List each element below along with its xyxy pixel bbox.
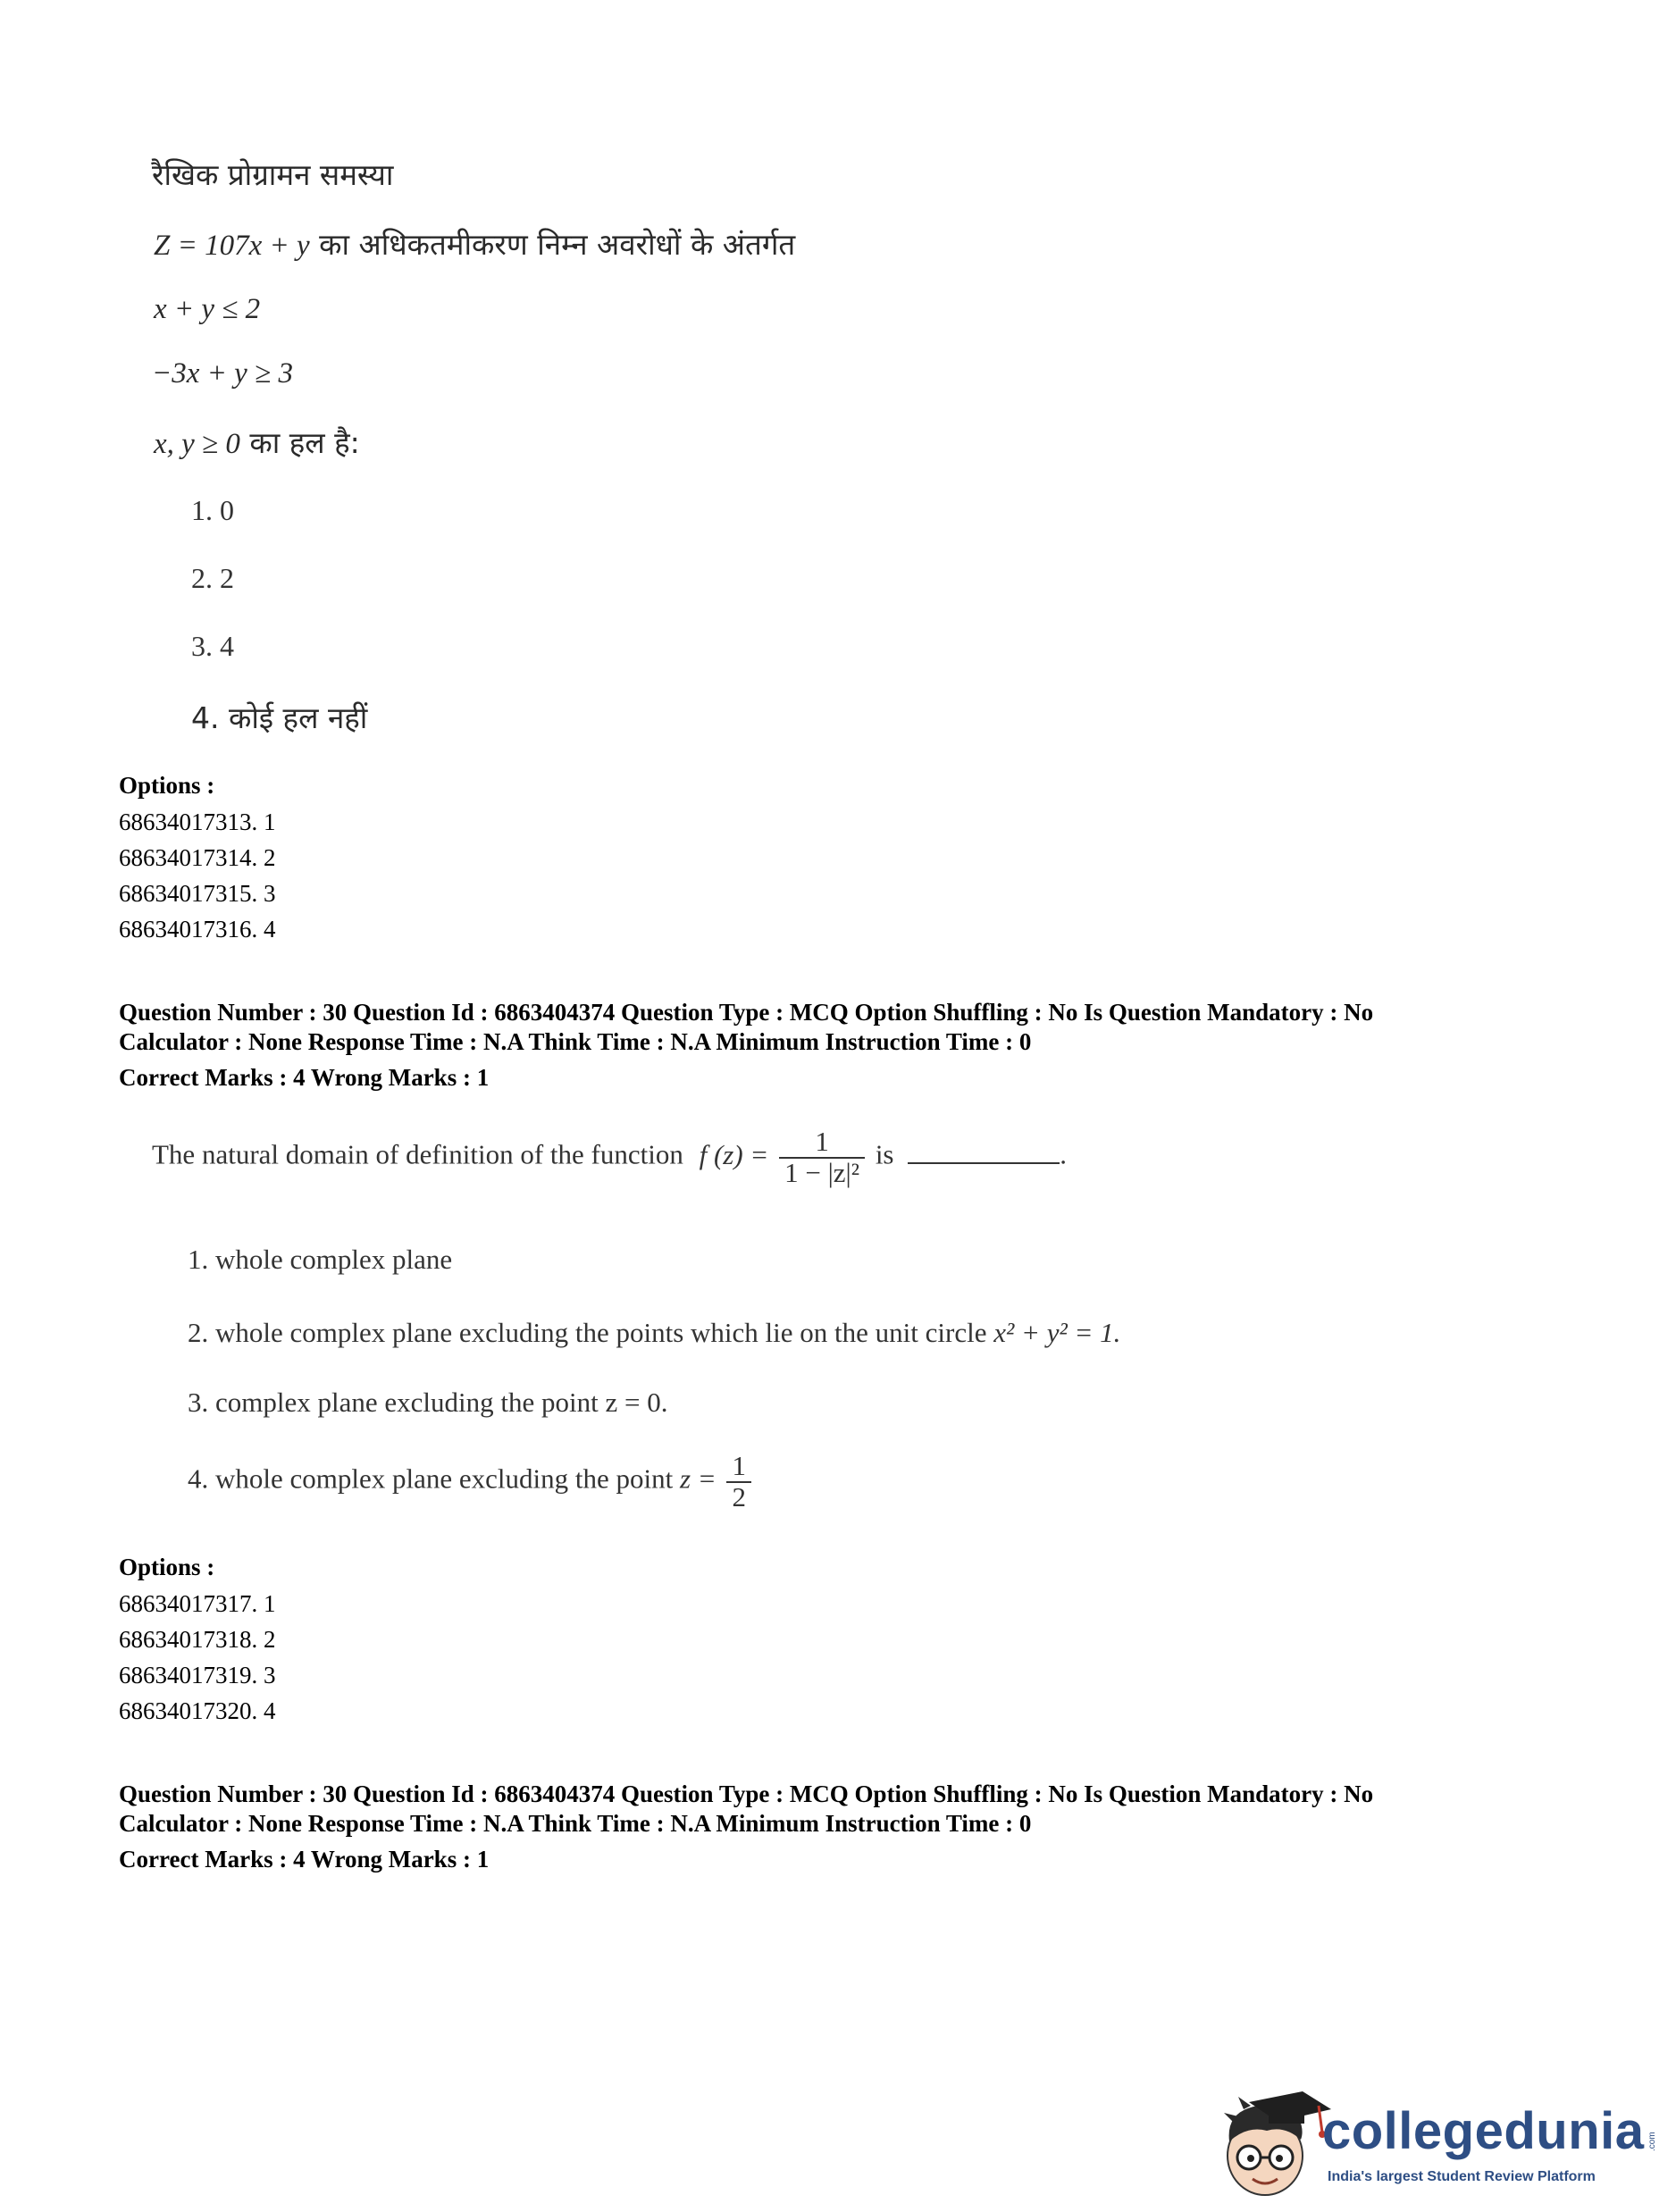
- q30-choice-4: [188, 1452, 755, 1512]
- q29-constraint-3-text: का हल है:: [239, 425, 360, 460]
- next-meta-line-1: Question Number : 30 Question Id : 6863404374 Question Type : MCQ Option Shuffling : No Is Question Mandatory : No: [119, 1780, 1374, 1807]
- q30-function-name: f (z) =: [699, 1138, 769, 1170]
- q29-objective: [154, 223, 795, 264]
- q29-objective-text: का अधिकतमीकरण निम्न अवरोधों के अंतर्गत: [309, 227, 796, 262]
- q30-fraction-numerator: 1: [815, 1126, 829, 1157]
- q30-meta-line-3: Correct Marks : 4 Wrong Marks : 1: [119, 1064, 490, 1091]
- q29-options-label: Options :: [119, 772, 215, 799]
- brand-domain: .com: [1647, 2132, 1657, 2151]
- q29-constraint-3: [154, 422, 360, 462]
- q30-choice-2: [188, 1317, 1120, 1349]
- q30-meta-line-1: Question Number : 30 Question Id : 6863404374 Question Type : MCQ Option Shuffling : No Is Question Mandatory : No: [119, 999, 1374, 1026]
- q30-stem-end: .: [1060, 1138, 1067, 1170]
- q30-stem: [152, 1127, 1067, 1187]
- footer-brand: [1322, 2101, 1676, 2161]
- q30-choice-1: 1. whole complex plane: [188, 1244, 453, 1275]
- brand-tagline: India's largest Student Review Platform: [1328, 2169, 1596, 2184]
- q30-choice-4-text: 4. whole complex plane excluding the point: [188, 1462, 680, 1495]
- q30-stem-suffix: is: [875, 1138, 894, 1170]
- q30-meta-line-2: Calculator : None Response Time : N.A Think Time : N.A Minimum Instruction Time : 0: [119, 1028, 1032, 1055]
- q30-choice-4-denominator: 2: [726, 1481, 751, 1512]
- q29-choice-2: 2. 2: [191, 562, 234, 594]
- q30-choice-4-numerator: 1: [732, 1450, 746, 1481]
- q29-choice-3: 3. 4: [191, 630, 234, 662]
- q29-choice-4: 4. कोई हल नहीं: [191, 700, 368, 735]
- q30-choice-4-fraction: [726, 1452, 751, 1512]
- q29-option-4: 68634017316. 4: [119, 916, 276, 943]
- student-mascot-icon: [1213, 2086, 1338, 2202]
- brand-name: collegedunia: [1322, 2102, 1645, 2160]
- q30-option-1: 68634017317. 1: [119, 1590, 276, 1617]
- q29-choice-1: 1. 0: [191, 494, 234, 526]
- q30-choice-2-math: x² + y² = 1.: [993, 1317, 1121, 1348]
- next-meta-line-3: Correct Marks : 4 Wrong Marks : 1: [119, 1846, 490, 1873]
- q29-option-2: 68634017314. 2: [119, 844, 276, 871]
- q29-constraint-1: x + y ≤ 2: [154, 293, 261, 325]
- q29-title: रैखिक प्रोग्रामन समस्या: [152, 157, 394, 192]
- q30-choice-4-z: z =: [679, 1462, 716, 1495]
- q30-stem-prefix: The natural domain of definition of the function: [152, 1138, 683, 1170]
- q29-option-3: 68634017315. 3: [119, 880, 276, 907]
- q30-function-fraction: [779, 1127, 865, 1187]
- q30-fraction-denominator: 1 − |z|²: [779, 1157, 865, 1188]
- q30-choice-3: 3. complex plane excluding the point z = 0.: [188, 1387, 668, 1418]
- q30-option-2: 68634017318. 2: [119, 1626, 276, 1653]
- q30-option-4: 68634017320. 4: [119, 1697, 276, 1724]
- q30-answer-blank: [908, 1143, 1060, 1164]
- next-meta-line-2: Calculator : None Response Time : N.A Think Time : N.A Minimum Instruction Time : 0: [119, 1810, 1032, 1837]
- q29-constraint-2: −3x + y ≥ 3: [152, 357, 293, 390]
- q29-constraint-3-math: x, y ≥ 0: [154, 428, 240, 460]
- q29-option-1: 68634017313. 1: [119, 809, 276, 835]
- q30-choice-2-text: 2. whole complex plane excluding the points which lie on the unit circle: [188, 1317, 994, 1348]
- q29-objective-math: Z = 107x + y: [154, 230, 310, 262]
- q30-options-label: Options :: [119, 1554, 215, 1580]
- q30-option-3: 68634017319. 3: [119, 1662, 276, 1688]
